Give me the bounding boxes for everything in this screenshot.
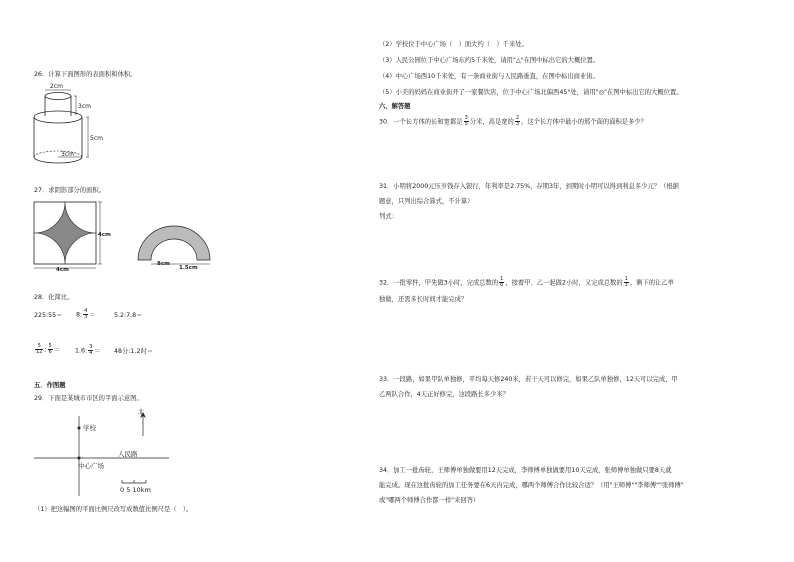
question-34-line-2: 能完成。现在这批齿轮的加工任务要在6天内完成，哪两个师傅合作比较合适？（用"王师傅""李师傅""张师傅"	[379, 482, 684, 489]
question-26: 26．计算下面图形的表面积和体积。	[34, 71, 137, 78]
label-school: 学校	[83, 424, 96, 432]
ratio-5: 1.6: $\frac{3}{4}$ ＝	[75, 344, 101, 356]
section-5-heading: 五．作图题	[34, 382, 66, 389]
question-27: 27．求阴影部分的面积。	[34, 187, 105, 194]
label-top-height: 3cm	[78, 103, 91, 110]
fraction: $\frac{4}{3}$	[84, 308, 88, 320]
question-33-line-1: 33．一段路，如果甲队单独修，平均每天修240米，若干天可以修完，如果乙队单独修，12天可以完成，甲	[379, 376, 678, 383]
label-square-bottom: 4cm	[56, 267, 69, 273]
arch-figure	[134, 218, 214, 273]
cylinder-figure	[30, 84, 120, 166]
arch-band	[138, 226, 210, 260]
label-bottom-height: 5cm	[90, 135, 103, 142]
label-square-side: 4cm	[98, 232, 111, 238]
question-32-line-2: 独做，还需多长时间才能完成？	[379, 296, 468, 303]
label-arch-width: 8cm	[157, 261, 170, 267]
fraction: $\frac{5}{6}$	[48, 343, 52, 355]
center-square-point	[78, 457, 81, 460]
label-arch-band: 1.5cm	[179, 265, 198, 271]
label-bottom-diameter: 3cm	[61, 151, 74, 158]
question-31-line-1: 31．小明将2000元压岁钱存入银行，年利率是2.75%，存期3年，到期时小明可以得到利息多少元？（根据	[379, 183, 679, 190]
shaded-region	[34, 202, 96, 264]
question-29-5: （5）小美的妈妈在商业街开了一家餐饮店，位于中心广场北偏西45°处，请用"◎"在图中标出它的大概位置。	[379, 89, 683, 96]
question-33-line-2: 乙两队合作，4天正好修完，这段路长多少米？	[379, 391, 509, 398]
question-29: 29．下面是某城市市区的平面示意图。	[34, 395, 143, 402]
question-34-line-1: 34．加工一批齿轮，王师傅单独做要用12天完成，李师傅单独做要用10天完成，张师傅单独做只要8天就	[379, 467, 672, 474]
ratio-2: 8: $\frac{4}{3}$ ＝	[76, 308, 96, 320]
question-32-line-1: 32．一批零件，甲先做3小时，完成总数的 $\frac{1}{6}$ ，接着甲、乙一起做2小时，又完成总数的 $\frac{1}{3}$ ，剩下的让乙单	[379, 276, 674, 288]
small-cylinder-top	[45, 93, 71, 100]
school-point	[78, 427, 81, 430]
question-28: 28．化简比。	[34, 294, 74, 301]
fraction: $\frac{2}{3}$	[515, 115, 520, 127]
question-30: 30．一个长方体的长和宽都是 $\frac{3}{5}$ 分米，高是宽的 $\frac{2}{3}$ 。这个长方体中最小的那个面的面积是多少？	[379, 115, 647, 127]
shaded-square-figure	[32, 200, 112, 272]
big-cylinder-top	[34, 111, 82, 123]
ratio-1: 225:55＝	[34, 312, 63, 319]
ratio-4: $\frac{5}{12}$ : $\frac{5}{6}$ ＝	[36, 343, 60, 355]
fraction: $\frac{1}{6}$	[500, 276, 504, 288]
fraction: $\frac{1}{3}$	[624, 276, 628, 288]
question-34-line-3: 或"哪两个师傅合作都一样"来回答）	[379, 497, 480, 504]
fraction: $\frac{5}{12}$	[36, 343, 43, 355]
fraction: $\frac{3}{5}$	[464, 115, 468, 127]
question-29-1: （1）把这幅图的平面比例尺改写成数值比例尺是（ ）。	[34, 506, 193, 513]
scale-bar	[122, 480, 146, 483]
question-29-4: （4）中心广场西10千米处，有一条商业街与人民路垂直，在图中标出商业街。	[379, 73, 599, 80]
label-scale: 0 5 10km	[120, 486, 151, 494]
label-north: 北	[138, 409, 145, 416]
fraction: $\frac{3}{4}$	[89, 344, 93, 356]
ratio-6: 48分:1.2时＝	[114, 348, 154, 355]
label-top-diameter: 2cm	[50, 83, 63, 90]
question-31-line-2: 题意，只列出综合算式，不计算）	[379, 198, 474, 205]
question-29-2: （2）学校位于中心广场（ ）面大约（ ）千米处。	[379, 41, 528, 48]
section-6-heading: 六、解答题	[379, 103, 411, 110]
city-map	[34, 408, 174, 500]
question-31-line-3: 列式：	[379, 213, 398, 220]
label-center-square: 中心广场	[78, 462, 104, 470]
label-renmin-road: 人民路	[118, 450, 138, 458]
question-29-3: （3）人民公园位于中心广场东约5千米处，请用"△"在图中标出它的大概位置。	[379, 57, 600, 64]
ratio-3: 5.2:7.8＝	[114, 312, 143, 319]
